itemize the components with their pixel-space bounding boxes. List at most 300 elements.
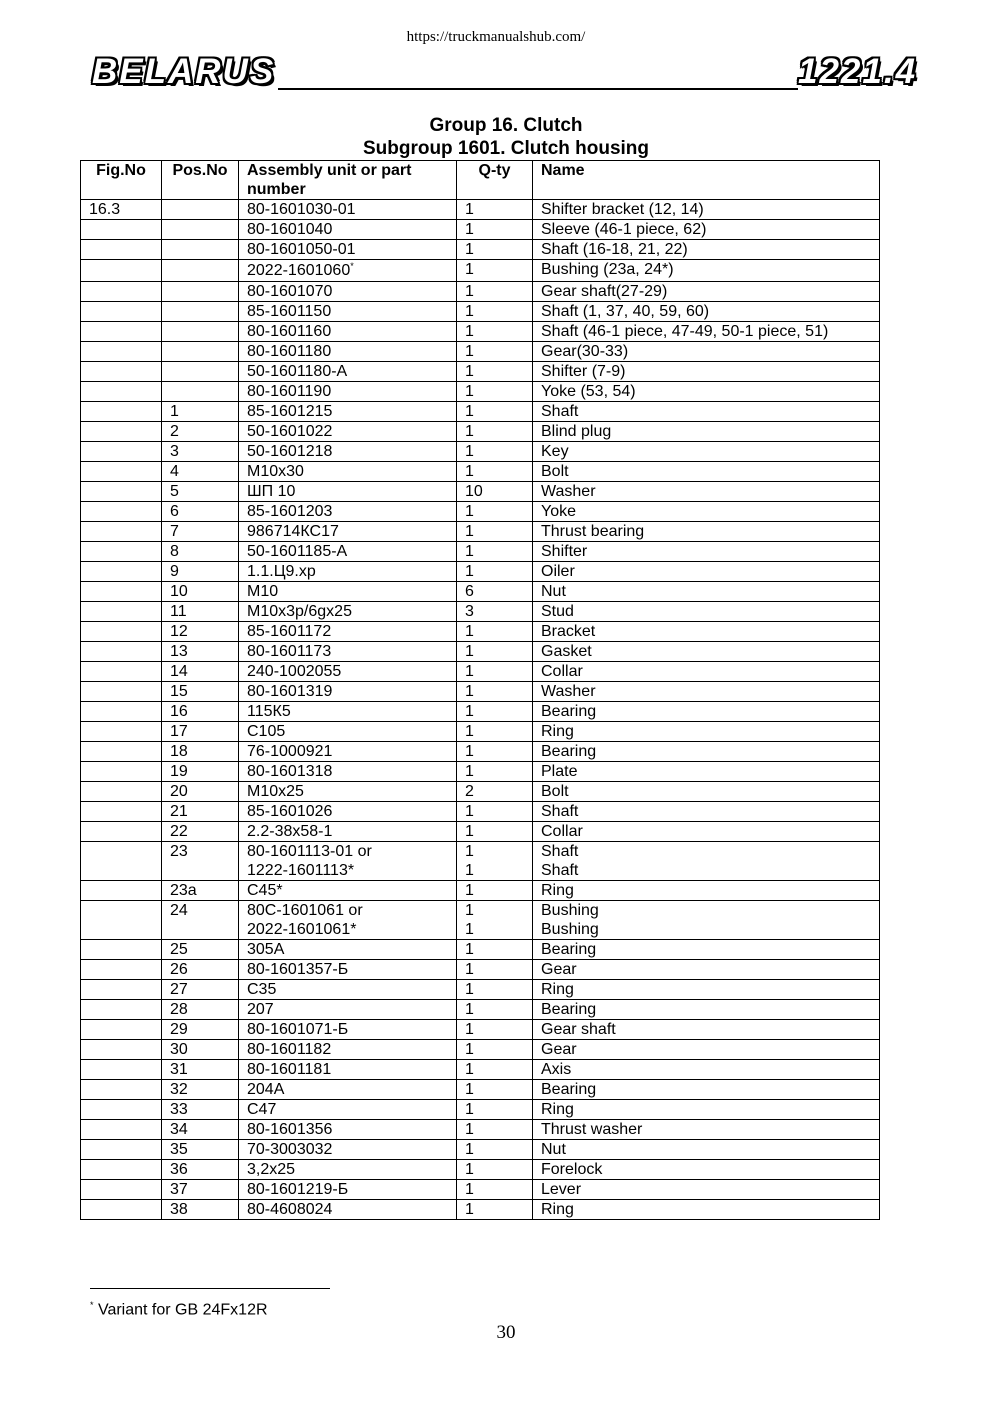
cell-fig-no	[81, 422, 162, 442]
cell-fig-no	[81, 742, 162, 762]
cell-fig-no	[81, 842, 162, 881]
cell-fig-no	[81, 722, 162, 742]
cell-name: Blind plug	[533, 422, 880, 442]
table-row	[81, 1140, 880, 1160]
cell-pos-no: 29	[162, 1020, 239, 1040]
cell-part-number	[239, 842, 457, 881]
header-fig-no: Fig.No	[81, 161, 162, 200]
table-row	[81, 362, 880, 382]
cell-name-line: Shaft	[541, 862, 579, 879]
cell-quantity: 1	[457, 260, 533, 282]
cell-name: Gear	[533, 1040, 880, 1060]
cell-fig-no	[81, 1060, 162, 1080]
cell-pos-no: 2	[162, 422, 239, 442]
table-row	[81, 642, 880, 662]
cell-pos-no: 24	[162, 901, 239, 940]
cell-pos-no: 4	[162, 462, 239, 482]
cell-pos-no	[162, 240, 239, 260]
cell-pos-no: 5	[162, 482, 239, 502]
table-row	[81, 260, 880, 282]
cell-quantity: 1	[457, 1040, 533, 1060]
cell-quantity: 1	[457, 662, 533, 682]
cell-pos-no: 26	[162, 960, 239, 980]
cell-fig-no	[81, 1020, 162, 1040]
cell-part-number: M10x30	[239, 462, 457, 482]
cell-pos-no: 32	[162, 1080, 239, 1100]
cell-fig-no	[81, 562, 162, 582]
cell-name-line: Shaft	[541, 843, 579, 860]
cell-part-number: C35	[239, 980, 457, 1000]
cell-pos-no: 38	[162, 1200, 239, 1220]
cell-quantity: 1	[457, 282, 533, 302]
table-row	[81, 702, 880, 722]
cell-part-number: 204А	[239, 1080, 457, 1100]
cell-quantity: 1	[457, 1060, 533, 1080]
cell-fig-no	[81, 1200, 162, 1220]
cell-pos-no: 18	[162, 742, 239, 762]
cell-part-number: C45*	[239, 881, 457, 901]
cell-fig-no	[81, 1120, 162, 1140]
cell-quantity: 1	[457, 1200, 533, 1220]
table-row	[81, 1160, 880, 1180]
cell-part-number: C105	[239, 722, 457, 742]
table-row	[81, 940, 880, 960]
cell-quantity: 1	[457, 362, 533, 382]
table-row	[81, 302, 880, 322]
table-row	[81, 382, 880, 402]
table-row	[81, 522, 880, 542]
cell-pos-no	[162, 382, 239, 402]
cell-quantity: 10	[457, 482, 533, 502]
table-row	[81, 240, 880, 260]
page-number: 30	[496, 1322, 516, 1343]
cell-quantity: 1	[457, 881, 533, 901]
cell-fig-no	[81, 362, 162, 382]
cell-fig-no	[81, 822, 162, 842]
cell-fig-no	[81, 662, 162, 682]
cell-quantity: 1	[457, 342, 533, 362]
cell-part-number-line: 80C-1601061 or	[247, 902, 363, 919]
cell-name: Shaft (46-1 piece, 47-49, 50-1 piece, 51)	[533, 322, 880, 342]
cell-quantity: 1	[457, 722, 533, 742]
cell-fig-no	[81, 282, 162, 302]
cell-name: Axis	[533, 1060, 880, 1080]
cell-quantity: 1	[457, 402, 533, 422]
cell-part-number: 80-1601173	[239, 642, 457, 662]
cell-pos-no: 10	[162, 582, 239, 602]
brand-logo: BELARUS	[92, 52, 276, 91]
table-row	[81, 220, 880, 240]
parts-table	[80, 160, 880, 1220]
cell-fig-no	[81, 402, 162, 422]
cell-quantity: 1	[457, 200, 533, 220]
cell-pos-no: 12	[162, 622, 239, 642]
cell-part-number: 80-1601190	[239, 382, 457, 402]
cell-quantity: 1	[457, 442, 533, 462]
cell-fig-no	[81, 482, 162, 502]
subgroup-title: Subgroup 1601. Clutch housing	[362, 138, 650, 159]
table-row	[81, 682, 880, 702]
cell-part-number: 2.2-38x58-1	[239, 822, 457, 842]
cell-pos-no: 9	[162, 562, 239, 582]
cell-fig-no	[81, 1000, 162, 1020]
table-row	[81, 582, 880, 602]
header-rule	[278, 88, 798, 90]
cell-part-number: C47	[239, 1100, 457, 1120]
cell-name: Gear	[533, 960, 880, 980]
cell-fig-no	[81, 522, 162, 542]
cell-part-number: M10x3p/6gx25	[239, 602, 457, 622]
cell-quantity-line: 1	[465, 843, 474, 860]
cell-name: Collar	[533, 662, 880, 682]
cell-pos-no: 14	[162, 662, 239, 682]
cell-part-number: M10x25	[239, 782, 457, 802]
footnote-ref-mark: *	[350, 261, 354, 271]
table-row	[81, 1060, 880, 1080]
cell-name: Bearing	[533, 1000, 880, 1020]
cell-pos-no: 11	[162, 602, 239, 622]
cell-fig-no	[81, 462, 162, 482]
cell-fig-no	[81, 322, 162, 342]
cell-quantity: 1	[457, 762, 533, 782]
cell-quantity: 1	[457, 1160, 533, 1180]
cell-quantity: 1	[457, 422, 533, 442]
cell-quantity: 1	[457, 562, 533, 582]
cell-quantity: 1	[457, 322, 533, 342]
cell-pos-no: 17	[162, 722, 239, 742]
cell-name: Shaft (1, 37, 40, 59, 60)	[533, 302, 880, 322]
cell-name: Bearing	[533, 742, 880, 762]
cell-quantity: 1	[457, 960, 533, 980]
cell-fig-no	[81, 1140, 162, 1160]
cell-name: Gear shaft	[533, 1020, 880, 1040]
cell-fig-no	[81, 442, 162, 462]
cell-name-line: Bushing	[541, 921, 599, 938]
cell-quantity	[457, 901, 533, 940]
table-row	[81, 782, 880, 802]
cell-part-number: ШП 10	[239, 482, 457, 502]
cell-part-number: 305А	[239, 940, 457, 960]
cell-part-number: 80-1601181	[239, 1060, 457, 1080]
table-row	[81, 960, 880, 980]
table-row	[81, 342, 880, 362]
cell-part-number: 80-1601050-01	[239, 240, 457, 260]
cell-part-number-line: 2022-1601061*	[247, 921, 357, 938]
table-row	[81, 1000, 880, 1020]
parts-table-body	[81, 200, 880, 1220]
cell-name: Bolt	[533, 782, 880, 802]
cell-part-number: 76-1000921	[239, 742, 457, 762]
cell-part-number-line: 80-1601113-01 or	[247, 843, 372, 860]
table-row	[81, 1200, 880, 1220]
table-row	[81, 542, 880, 562]
cell-fig-no	[81, 1180, 162, 1200]
cell-pos-no: 35	[162, 1140, 239, 1160]
table-row	[81, 562, 880, 582]
cell-fig-no	[81, 782, 162, 802]
cell-pos-no: 3	[162, 442, 239, 462]
cell-fig-no	[81, 502, 162, 522]
cell-pos-no: 23a	[162, 881, 239, 901]
table-row	[81, 462, 880, 482]
cell-pos-no: 31	[162, 1060, 239, 1080]
table-row	[81, 200, 880, 220]
cell-name: Gear(30-33)	[533, 342, 880, 362]
cell-fig-no	[81, 220, 162, 240]
header-name: Name	[533, 161, 880, 200]
cell-pos-no: 30	[162, 1040, 239, 1060]
cell-quantity-line: 1	[465, 902, 474, 919]
cell-part-number: 80-1601071-Б	[239, 1020, 457, 1040]
cell-part-number: 85-1601203	[239, 502, 457, 522]
cell-quantity: 1	[457, 220, 533, 240]
cell-quantity: 1	[457, 302, 533, 322]
cell-quantity: 1	[457, 522, 533, 542]
cell-part-number: 207	[239, 1000, 457, 1020]
cell-name: Forelock	[533, 1160, 880, 1180]
cell-quantity: 1	[457, 702, 533, 722]
cell-quantity: 6	[457, 582, 533, 602]
cell-name: Ring	[533, 1200, 880, 1220]
cell-pos-no: 15	[162, 682, 239, 702]
table-row	[81, 1080, 880, 1100]
cell-pos-no: 22	[162, 822, 239, 842]
cell-name: Ring	[533, 980, 880, 1000]
table-row	[81, 282, 880, 302]
cell-quantity: 3	[457, 602, 533, 622]
cell-fig-no: 16.3	[81, 200, 162, 220]
table-row	[81, 722, 880, 742]
cell-pos-no: 16	[162, 702, 239, 722]
cell-part-number: 85-1601026	[239, 802, 457, 822]
cell-quantity-line: 1	[465, 862, 474, 879]
cell-fig-no	[81, 342, 162, 362]
cell-name: Gear shaft(27-29)	[533, 282, 880, 302]
cell-pos-no: 34	[162, 1120, 239, 1140]
table-row	[81, 762, 880, 782]
cell-part-number: 80-1601356	[239, 1120, 457, 1140]
table-row	[81, 402, 880, 422]
cell-part-number: M10	[239, 582, 457, 602]
table-header-row	[81, 161, 880, 200]
cell-fig-no	[81, 260, 162, 282]
cell-pos-no: 36	[162, 1160, 239, 1180]
cell-quantity-line: 1	[465, 921, 474, 938]
cell-fig-no	[81, 622, 162, 642]
cell-pos-no: 19	[162, 762, 239, 782]
cell-part-number: 80-4608024	[239, 1200, 457, 1220]
cell-name	[533, 842, 880, 881]
cell-pos-no: 8	[162, 542, 239, 562]
cell-fig-no	[81, 901, 162, 940]
cell-pos-no: 23	[162, 842, 239, 881]
table-row	[81, 742, 880, 762]
cell-fig-no	[81, 1100, 162, 1120]
table-row	[81, 322, 880, 342]
cell-part-number: 80-1601070	[239, 282, 457, 302]
cell-name: Key	[533, 442, 880, 462]
cell-name: Plate	[533, 762, 880, 782]
table-row	[81, 1040, 880, 1060]
cell-quantity: 1	[457, 240, 533, 260]
cell-quantity	[457, 842, 533, 881]
footnote	[90, 1300, 268, 1319]
cell-pos-no: 6	[162, 502, 239, 522]
cell-name: Bushing (23a, 24*)	[533, 260, 880, 282]
cell-fig-no	[81, 702, 162, 722]
cell-pos-no: 25	[162, 940, 239, 960]
cell-part-number: 80-1601040	[239, 220, 457, 240]
cell-pos-no: 28	[162, 1000, 239, 1020]
part-number-text: 2022-1601060	[247, 262, 351, 279]
table-row	[81, 802, 880, 822]
table-row	[81, 422, 880, 442]
cell-name: Bolt	[533, 462, 880, 482]
cell-fig-no	[81, 940, 162, 960]
cell-pos-no: 7	[162, 522, 239, 542]
cell-part-number: 240-1002055	[239, 662, 457, 682]
cell-part-number: 85-1601215	[239, 402, 457, 422]
cell-part-number: 80-1601030-01	[239, 200, 457, 220]
cell-name: Lever	[533, 1180, 880, 1200]
table-row	[81, 901, 880, 940]
cell-pos-no: 20	[162, 782, 239, 802]
cell-part-number: 50-1601180-А	[239, 362, 457, 382]
cell-part-number: 50-1601185-А	[239, 542, 457, 562]
cell-part-number: 115К5	[239, 702, 457, 722]
cell-pos-no: 21	[162, 802, 239, 822]
cell-quantity: 1	[457, 1140, 533, 1160]
table-row	[81, 622, 880, 642]
cell-fig-no	[81, 1040, 162, 1060]
cell-fig-no	[81, 542, 162, 562]
group-title: Group 16. Clutch	[429, 115, 583, 136]
cell-part-number	[239, 901, 457, 940]
cell-quantity: 1	[457, 1180, 533, 1200]
cell-name: Nut	[533, 1140, 880, 1160]
table-row	[81, 662, 880, 682]
cell-quantity: 2	[457, 782, 533, 802]
cell-quantity: 1	[457, 542, 533, 562]
cell-pos-no	[162, 282, 239, 302]
model-number: 1221.4	[798, 52, 918, 91]
cell-pos-no	[162, 220, 239, 240]
cell-fig-no	[81, 1080, 162, 1100]
cell-part-number	[239, 260, 457, 282]
cell-part-number: 80-1601219-Б	[239, 1180, 457, 1200]
cell-pos-no	[162, 362, 239, 382]
header-part-number: Assembly unit or part number	[239, 161, 457, 200]
cell-quantity: 1	[457, 940, 533, 960]
cell-fig-no	[81, 602, 162, 622]
cell-pos-no	[162, 260, 239, 282]
cell-part-number: 80-1601318	[239, 762, 457, 782]
cell-name: Shaft (16-18, 21, 22)	[533, 240, 880, 260]
cell-name: Shifter (7-9)	[533, 362, 880, 382]
cell-name: Stud	[533, 602, 880, 622]
cell-name: Thrust bearing	[533, 522, 880, 542]
cell-part-number: 3,2x25	[239, 1160, 457, 1180]
cell-quantity: 1	[457, 382, 533, 402]
cell-name: Ring	[533, 1100, 880, 1120]
cell-fig-no	[81, 762, 162, 782]
cell-pos-no	[162, 342, 239, 362]
cell-pos-no: 1	[162, 402, 239, 422]
table-row	[81, 1100, 880, 1120]
cell-part-number: 80-1601182	[239, 1040, 457, 1060]
cell-part-number: 986714КС17	[239, 522, 457, 542]
cell-name: Ring	[533, 881, 880, 901]
cell-quantity: 1	[457, 1080, 533, 1100]
cell-name: Shaft	[533, 402, 880, 422]
cell-part-number: 80-1601160	[239, 322, 457, 342]
cell-part-number: 50-1601022	[239, 422, 457, 442]
cell-pos-no	[162, 322, 239, 342]
cell-name: Ring	[533, 722, 880, 742]
cell-quantity: 1	[457, 642, 533, 662]
table-row	[81, 502, 880, 522]
cell-name: Bearing	[533, 940, 880, 960]
cell-pos-no	[162, 200, 239, 220]
cell-fig-no	[81, 582, 162, 602]
cell-name: Shifter bracket (12, 14)	[533, 200, 880, 220]
cell-name-line: Bushing	[541, 902, 599, 919]
cell-part-number: 80-1601319	[239, 682, 457, 702]
cell-quantity: 1	[457, 622, 533, 642]
cell-name: Bearing	[533, 702, 880, 722]
cell-fig-no	[81, 682, 162, 702]
cell-name: Bearing	[533, 1080, 880, 1100]
cell-name: Yoke (53, 54)	[533, 382, 880, 402]
cell-part-number: 70-3003032	[239, 1140, 457, 1160]
cell-name: Oiler	[533, 562, 880, 582]
cell-quantity: 1	[457, 822, 533, 842]
cell-part-number: 85-1601172	[239, 622, 457, 642]
cell-name: Yoke	[533, 502, 880, 522]
cell-name: Washer	[533, 682, 880, 702]
table-row	[81, 980, 880, 1000]
cell-part-number: 85-1601150	[239, 302, 457, 322]
table-row	[81, 1120, 880, 1140]
cell-fig-no	[81, 960, 162, 980]
cell-fig-no	[81, 881, 162, 901]
table-row	[81, 881, 880, 901]
source-url: https://truckmanualshub.com/	[406, 29, 586, 45]
cell-name: Shifter	[533, 542, 880, 562]
cell-pos-no: 37	[162, 1180, 239, 1200]
cell-quantity: 1	[457, 802, 533, 822]
cell-part-number-line: 1222-1601113*	[247, 862, 355, 879]
cell-name: Gasket	[533, 642, 880, 662]
table-row	[81, 602, 880, 622]
footnote-rule	[90, 1288, 330, 1289]
footnote-text: Variant for GB 24Fx12R	[97, 1301, 268, 1319]
cell-name: Shaft	[533, 802, 880, 822]
cell-pos-no: 33	[162, 1100, 239, 1120]
cell-fig-no	[81, 302, 162, 322]
cell-name: Nut	[533, 582, 880, 602]
table-row	[81, 822, 880, 842]
header-quantity: Q-ty	[457, 161, 533, 200]
cell-name: Thrust washer	[533, 1120, 880, 1140]
table-row	[81, 442, 880, 462]
cell-pos-no	[162, 302, 239, 322]
cell-name: Collar	[533, 822, 880, 842]
table-row	[81, 1020, 880, 1040]
cell-part-number: 80-1601357-Б	[239, 960, 457, 980]
cell-quantity: 1	[457, 462, 533, 482]
cell-quantity: 1	[457, 1120, 533, 1140]
